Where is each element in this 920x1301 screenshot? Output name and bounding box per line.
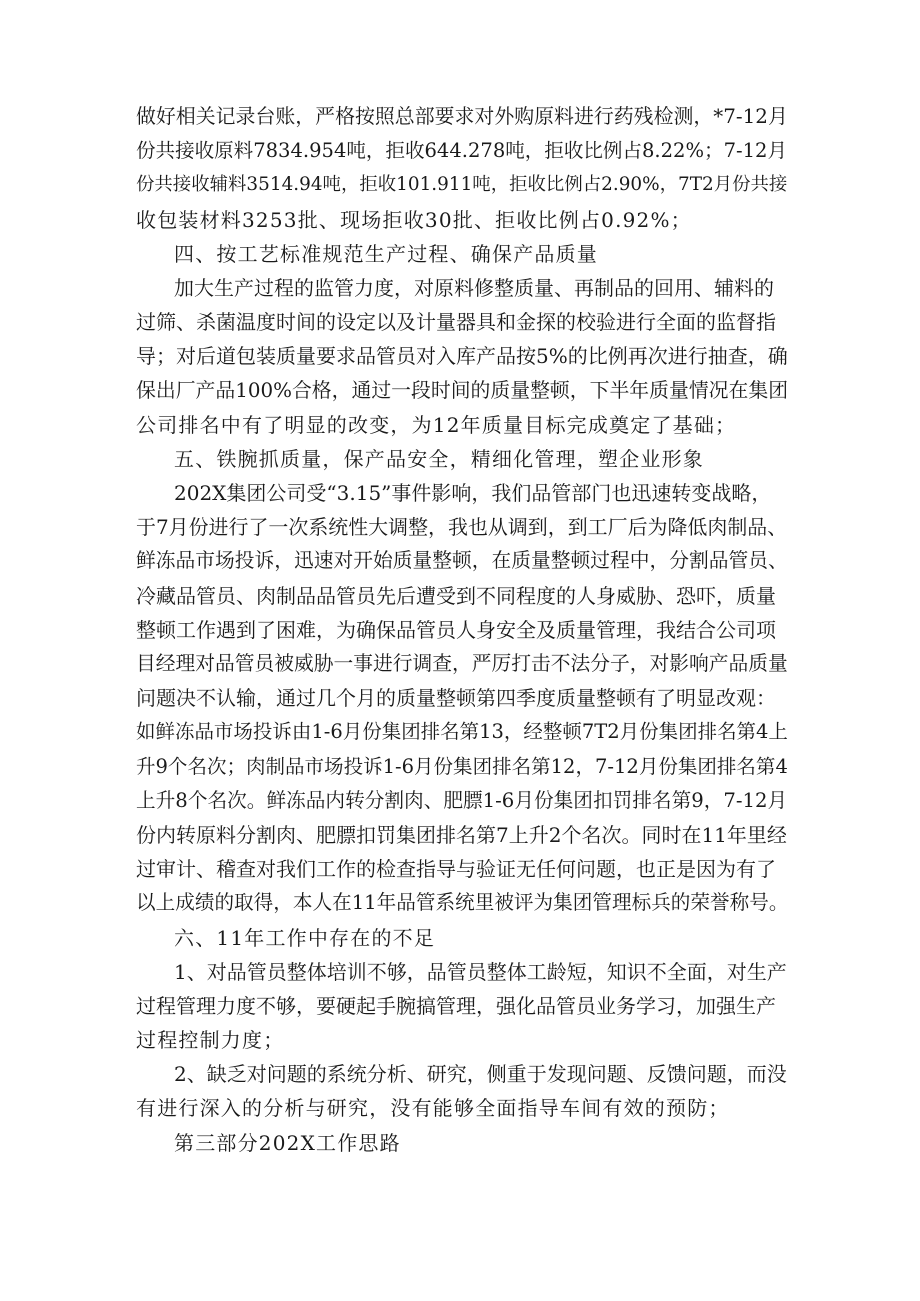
text-line: 如鲜冻品市场投诉由1-6月份集团排名第13，经整顿7T2月份集团排名第4上 (136, 720, 788, 744)
text-line: 整顿工作遇到了困难，为确保品管员人身安全及质量管理，我结合公司项 (136, 617, 776, 642)
text-line: 以上成绩的取得，本人在11年品管系统里被评为集团管理标兵的荣誉称号。 (136, 891, 789, 915)
text-line: 份共接收原料7834.954吨，拒收644.278吨，拒收比例占8.22%；7-12月 (136, 139, 787, 163)
text-line: 做好相关记录台账，严格按照总部要求对外购原料进行药残检测，*7-12月 (136, 105, 788, 128)
text-line: 过程控制力度； (136, 1028, 285, 1053)
text-line: 问题决不认输，通过几个月的质量整顿第四季度质量整顿有了明显改观： (136, 686, 776, 711)
text-line: 加大生产过程的监管力度，对原料修整质量、再制品的回用、辅料的 (174, 275, 774, 300)
text-line: 目经理对品管员被威胁一事进行调查，严厉打击不法分子，对影响产品质量 (136, 652, 788, 675)
text-line: 冷藏品管员、肉制品品管员先后遭受到不同程度的人身威胁、恐吓，质量 (136, 583, 776, 608)
text-line: 上升8个名次。鲜冻品内转分割肉、肥膘1-6月份集团扣罚排名第9，7-12月 (136, 788, 788, 812)
section-heading: 六、11年工作中存在的不足 (174, 925, 436, 950)
list-item: 1、对品管员整体培训不够，品管员整体工龄短，知识不全面，对生产 (174, 959, 787, 984)
text-line: 升9个名次；肉制品市场投诉1-6月份集团排名第12，7-12月份集团排名第4 (136, 754, 788, 778)
text-line: 过程管理力度不够，要硬起手腕搞管理，强化品管员业务学习，加强生产 (136, 993, 776, 1018)
text-line: 收包装材料3253批、现场拒收30批、拒收比例占0.92%； (136, 207, 692, 232)
text-line: 有进行深入的分析与研究，没有能够全面指导车间有效的预防； (136, 1096, 730, 1121)
text-line: 过审计、稽查对我们工作的检查指导与验证无任何问题，也正是因为有了 (136, 857, 776, 882)
text-line: 份共接收辅料3514.94吨，拒收101.911吨，拒收比例占2.90%，7T2月份共接 (136, 174, 788, 196)
text-line: 202X集团公司受“3.15”事件影响，我们品管部门也迅速转变战略， (174, 481, 772, 506)
text-line: 份内转原料分割肉、肥膘扣罚集团排名第7上升2个名次。同时在11年里经 (136, 822, 787, 847)
section-heading: 五、铁腕抓质量，保产品安全，精细化管理，塑企业形象 (174, 446, 704, 471)
part-heading: 第三部分202X工作思路 (174, 1130, 401, 1155)
text-line: 鲜冻品市场投诉，迅速对开始质量整顿，在质量整顿过程中，分割品管员、 (136, 549, 788, 573)
section-heading: 四、按工艺标准规范生产过程、确保产品质量 (174, 241, 598, 266)
text-line: 于7月份进行了一次系统性大调整，我也从调到，到工厂后为降低肉制品、 (136, 515, 788, 540)
text-line: 公司排名中有了明显的改变，为12年质量目标完成奠定了基础； (136, 412, 737, 437)
text-line: 导；对后道包装质量要求品管员对入库产品按5%的比例再次进行抽查，确 (136, 344, 788, 369)
list-item: 2、缺乏对问题的系统分析、研究，侧重于发现问题、反馈问题，而没 (174, 1062, 787, 1087)
text-line: 保出厂产品100%合格，通过一段时间的质量整顿，下半年质量情况在集团 (136, 378, 789, 402)
document-body (136, 100, 788, 1160)
text-line: 过筛、杀菌温度时间的设定以及计量器具和金探的校验进行全面的监督指 (136, 310, 776, 335)
